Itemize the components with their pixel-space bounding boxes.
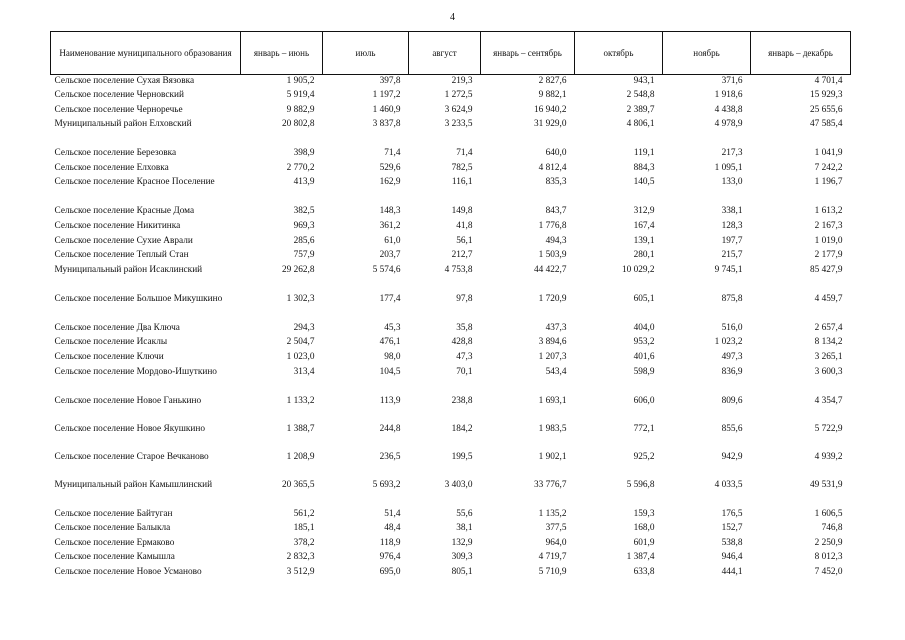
value-cell: 4 939,2 xyxy=(814,451,843,462)
value-cell: 538,8 xyxy=(721,537,743,548)
value-cell: 1 387,4 xyxy=(626,552,655,563)
municipality-name: Сельское поселение Березовка xyxy=(54,148,177,159)
municipality-name: Сельское поселение Черноречье xyxy=(54,104,183,115)
value-cell: 428,8 xyxy=(451,337,473,348)
municipality-name: Муниципальный район Исаклинский xyxy=(54,264,203,275)
value-cell: 8 134,2 xyxy=(814,337,843,348)
value-cell: 3 233,5 xyxy=(444,119,473,130)
value-cell: 1 503,9 xyxy=(538,250,567,261)
value-cell: 185,1 xyxy=(293,523,315,534)
municipality-name: Сельское поселение Красные Дома xyxy=(54,206,195,217)
municipality-name: Муниципальный район Елховский xyxy=(54,119,192,130)
value-cell: 4 701,4 xyxy=(814,76,843,86)
header-jan-dec: январь – декабрь xyxy=(751,32,851,75)
table-header-row xyxy=(51,32,851,75)
value-cell: 31 929,0 xyxy=(533,119,567,130)
value-cell: 2 389,7 xyxy=(626,104,655,115)
municipality-name: Сельское поселение Большое Микушкино xyxy=(54,293,223,304)
municipality-name: Сельское поселение Новое Якушкино xyxy=(54,423,206,434)
value-cell: 2 504,7 xyxy=(286,337,315,348)
value-cell: 1 905,2 xyxy=(286,76,315,86)
value-cell: 3 600,3 xyxy=(814,366,843,377)
municipality-name: Сельское поселение Два Ключа xyxy=(54,322,180,333)
value-cell: 855,6 xyxy=(721,423,743,434)
value-cell: 377,5 xyxy=(545,523,567,534)
table-row xyxy=(51,264,851,293)
value-cell: 184,2 xyxy=(451,423,473,434)
value-cell: 41,8 xyxy=(456,221,473,232)
value-cell: 51,4 xyxy=(384,508,401,519)
value-cell: 4 438,8 xyxy=(714,104,743,115)
budget-table xyxy=(50,31,851,581)
value-cell: 61,0 xyxy=(384,235,401,246)
value-cell: 1 023,0 xyxy=(286,352,315,363)
value-cell: 215,7 xyxy=(721,250,743,261)
value-cell: 3 512,9 xyxy=(286,567,315,577)
value-cell: 1 918,6 xyxy=(714,90,743,101)
value-cell: 444,1 xyxy=(721,567,743,577)
value-cell: 1 207,3 xyxy=(538,352,567,363)
value-cell: 1 902,1 xyxy=(538,451,567,462)
value-cell: 15 929,3 xyxy=(809,90,843,101)
value-cell: 128,3 xyxy=(721,221,743,232)
value-cell: 16 940,2 xyxy=(533,104,567,115)
value-cell: 47,3 xyxy=(456,352,473,363)
value-cell: 177,4 xyxy=(379,293,401,304)
table-row xyxy=(51,249,851,264)
municipality-name: Сельское поселение Ключи xyxy=(54,352,164,363)
municipality-name: Сельское поселение Ермаково xyxy=(54,537,175,548)
value-cell: 413,9 xyxy=(293,177,315,188)
table-row xyxy=(51,451,851,479)
value-cell: 9 882,9 xyxy=(286,104,315,115)
value-cell: 835,3 xyxy=(545,177,567,188)
table-row xyxy=(51,551,851,566)
municipality-name: Сельское поселение Сухие Аврали xyxy=(54,235,193,246)
value-cell: 140,5 xyxy=(633,177,655,188)
value-cell: 1 272,5 xyxy=(444,90,473,101)
value-cell: 8 012,3 xyxy=(814,552,843,563)
municipality-name: Сельское поселение Никитинка xyxy=(54,221,181,232)
value-cell: 48,4 xyxy=(384,523,401,534)
value-cell: 1 019,0 xyxy=(814,235,843,246)
value-cell: 494,3 xyxy=(545,235,567,246)
value-cell: 1 208,9 xyxy=(286,451,315,462)
municipality-name: Сельское поселение Камышла xyxy=(54,552,175,563)
municipality-name: Сельское поселение Исаклы xyxy=(54,337,168,348)
value-cell: 312,9 xyxy=(633,206,655,217)
value-cell: 543,4 xyxy=(545,366,567,377)
value-cell: 309,3 xyxy=(451,552,473,563)
value-cell: 3 403,0 xyxy=(444,479,473,490)
value-cell: 601,9 xyxy=(633,537,655,548)
value-cell: 35,8 xyxy=(456,322,473,333)
value-cell: 132,9 xyxy=(451,537,473,548)
header-jul: июль xyxy=(323,32,409,75)
value-cell: 133,0 xyxy=(721,177,743,188)
value-cell: 836,9 xyxy=(721,366,743,377)
table-row xyxy=(51,147,851,162)
value-cell: 843,7 xyxy=(545,206,567,217)
table-row xyxy=(51,176,851,205)
table-row xyxy=(51,423,851,451)
value-cell: 605,1 xyxy=(633,293,655,304)
table-row xyxy=(51,118,851,147)
value-cell: 805,1 xyxy=(451,567,473,577)
value-cell: 371,6 xyxy=(721,76,743,86)
value-cell: 338,1 xyxy=(721,206,743,217)
value-cell: 25 655,6 xyxy=(809,104,843,115)
value-cell: 118,9 xyxy=(379,537,401,548)
header-nov: ноябрь xyxy=(663,32,751,75)
value-cell: 382,5 xyxy=(293,206,315,217)
value-cell: 1 197,2 xyxy=(372,90,401,101)
value-cell: 946,4 xyxy=(721,552,743,563)
value-cell: 633,8 xyxy=(633,567,655,577)
value-cell: 217,3 xyxy=(721,148,743,159)
value-cell: 397,8 xyxy=(379,76,401,86)
header-aug: август xyxy=(409,32,481,75)
value-cell: 9 745,1 xyxy=(714,264,743,275)
table-row xyxy=(51,336,851,351)
value-cell: 2 177,9 xyxy=(814,250,843,261)
municipality-name: Сельское поселение Байтуган xyxy=(54,508,173,519)
header-municipality: Наименование муниципального образования xyxy=(51,32,241,75)
value-cell: 85 427,9 xyxy=(809,264,843,275)
value-cell: 49 531,9 xyxy=(809,479,843,490)
value-cell: 4 354,7 xyxy=(814,395,843,406)
value-cell: 116,1 xyxy=(451,177,473,188)
table-row xyxy=(51,293,851,322)
table-row xyxy=(51,366,851,395)
value-cell: 1 460,9 xyxy=(372,104,401,115)
value-cell: 884,3 xyxy=(633,162,655,173)
value-cell: 695,0 xyxy=(379,567,401,577)
table-row xyxy=(51,205,851,220)
table-row xyxy=(51,566,851,581)
value-cell: 55,6 xyxy=(456,508,473,519)
value-cell: 598,9 xyxy=(633,366,655,377)
value-cell: 238,8 xyxy=(451,395,473,406)
value-cell: 2 827,6 xyxy=(538,76,567,86)
value-cell: 5 722,9 xyxy=(814,423,843,434)
value-cell: 2 832,3 xyxy=(286,552,315,563)
value-cell: 176,5 xyxy=(721,508,743,519)
value-cell: 33 776,7 xyxy=(533,479,567,490)
value-cell: 1 095,1 xyxy=(714,162,743,173)
value-cell: 9 882,1 xyxy=(538,90,567,101)
value-cell: 4 459,7 xyxy=(814,293,843,304)
value-cell: 1 133,2 xyxy=(286,395,315,406)
table-row xyxy=(51,162,851,177)
value-cell: 104,5 xyxy=(379,366,401,377)
value-cell: 285,6 xyxy=(293,235,315,246)
value-cell: 199,5 xyxy=(451,451,473,462)
value-cell: 976,4 xyxy=(379,552,401,563)
value-cell: 1 023,2 xyxy=(714,337,743,348)
value-cell: 5 693,2 xyxy=(372,479,401,490)
value-cell: 44 422,7 xyxy=(533,264,567,275)
value-cell: 782,5 xyxy=(451,162,473,173)
value-cell: 942,9 xyxy=(721,451,743,462)
value-cell: 5 710,9 xyxy=(538,567,567,577)
value-cell: 809,6 xyxy=(721,395,743,406)
table-row xyxy=(51,508,851,523)
municipality-name: Сельское поселение Черновский xyxy=(54,90,184,101)
value-cell: 361,2 xyxy=(379,221,401,232)
value-cell: 313,4 xyxy=(293,366,315,377)
value-cell: 1 983,5 xyxy=(538,423,567,434)
value-cell: 20 802,8 xyxy=(281,119,315,130)
municipality-name: Сельское поселение Мордово-Ишуткино xyxy=(54,366,217,377)
value-cell: 5 574,6 xyxy=(372,264,401,275)
header-jan-sep: январь – сентябрь xyxy=(481,32,575,75)
value-cell: 1 606,5 xyxy=(814,508,843,519)
value-cell: 5 596,8 xyxy=(626,479,655,490)
value-cell: 398,9 xyxy=(293,148,315,159)
value-cell: 1 388,7 xyxy=(286,423,315,434)
value-cell: 5 919,4 xyxy=(286,90,315,101)
table-row xyxy=(51,395,851,423)
value-cell: 168,0 xyxy=(633,523,655,534)
table-row xyxy=(51,322,851,337)
value-cell: 10 029,2 xyxy=(621,264,655,275)
table-row xyxy=(51,537,851,552)
value-cell: 162,9 xyxy=(379,177,401,188)
value-cell: 4 812,4 xyxy=(538,162,567,173)
value-cell: 20 365,5 xyxy=(281,479,315,490)
value-cell: 378,2 xyxy=(293,537,315,548)
value-cell: 4 753,8 xyxy=(444,264,473,275)
value-cell: 7 242,2 xyxy=(814,162,843,173)
municipality-name: Сельское поселение Новое Усманово xyxy=(54,567,202,577)
value-cell: 70,1 xyxy=(456,366,473,377)
value-cell: 875,8 xyxy=(721,293,743,304)
value-cell: 4 978,9 xyxy=(714,119,743,130)
value-cell: 38,1 xyxy=(456,523,473,534)
value-cell: 953,2 xyxy=(633,337,655,348)
value-cell: 1 693,1 xyxy=(538,395,567,406)
value-cell: 4 033,5 xyxy=(714,479,743,490)
page-number: 4 xyxy=(450,12,455,23)
value-cell: 71,4 xyxy=(384,148,401,159)
value-cell: 71,4 xyxy=(456,148,473,159)
value-cell: 1 041,9 xyxy=(814,148,843,159)
value-cell: 757,9 xyxy=(293,250,315,261)
value-cell: 45,3 xyxy=(384,322,401,333)
value-cell: 203,7 xyxy=(379,250,401,261)
value-cell: 1 196,7 xyxy=(814,177,843,188)
value-cell: 98,0 xyxy=(384,352,401,363)
value-cell: 7 452,0 xyxy=(814,567,843,577)
value-cell: 943,1 xyxy=(633,76,655,86)
value-cell: 772,1 xyxy=(633,423,655,434)
municipality-name: Сельское поселение Красное Поселение xyxy=(54,177,215,188)
value-cell: 159,3 xyxy=(633,508,655,519)
value-cell: 561,2 xyxy=(293,508,315,519)
value-cell: 606,0 xyxy=(633,395,655,406)
table-row xyxy=(51,479,851,508)
header-jan-jun: январь – июнь xyxy=(241,32,323,75)
value-cell: 3 265,1 xyxy=(814,352,843,363)
value-cell: 437,3 xyxy=(545,322,567,333)
value-cell: 640,0 xyxy=(545,148,567,159)
municipality-name: Муниципальный район Камышлинский xyxy=(54,479,213,490)
value-cell: 964,0 xyxy=(545,537,567,548)
value-cell: 47 585,4 xyxy=(809,119,843,130)
value-cell: 97,8 xyxy=(456,293,473,304)
table-row xyxy=(51,89,851,104)
value-cell: 746,8 xyxy=(821,523,843,534)
municipality-name: Сельское поселение Елховка xyxy=(54,162,169,173)
municipality-name: Сельское поселение Теплый Стан xyxy=(54,250,189,261)
value-cell: 1 613,2 xyxy=(814,206,843,217)
value-cell: 56,1 xyxy=(456,235,473,246)
value-cell: 3 894,6 xyxy=(538,337,567,348)
value-cell: 1 720,9 xyxy=(538,293,567,304)
value-cell: 244,8 xyxy=(379,423,401,434)
table-row xyxy=(51,104,851,119)
value-cell: 148,3 xyxy=(379,206,401,217)
value-cell: 152,7 xyxy=(721,523,743,534)
value-cell: 529,6 xyxy=(379,162,401,173)
value-cell: 3 624,9 xyxy=(444,104,473,115)
value-cell: 1 135,2 xyxy=(538,508,567,519)
value-cell: 404,0 xyxy=(633,322,655,333)
table-row xyxy=(51,351,851,366)
table-row xyxy=(51,235,851,250)
value-cell: 516,0 xyxy=(721,322,743,333)
value-cell: 113,9 xyxy=(379,395,401,406)
value-cell: 119,1 xyxy=(633,148,655,159)
value-cell: 149,8 xyxy=(451,206,473,217)
value-cell: 4 719,7 xyxy=(538,552,567,563)
value-cell: 236,5 xyxy=(379,451,401,462)
value-cell: 280,1 xyxy=(633,250,655,261)
header-oct: октябрь xyxy=(575,32,663,75)
value-cell: 2 548,8 xyxy=(626,90,655,101)
value-cell: 969,3 xyxy=(293,221,315,232)
value-cell: 212,7 xyxy=(451,250,473,261)
municipality-name: Сельское поселение Балыкла xyxy=(54,523,171,534)
table-row xyxy=(51,75,851,90)
value-cell: 2 250,9 xyxy=(814,537,843,548)
value-cell: 497,3 xyxy=(721,352,743,363)
value-cell: 476,1 xyxy=(379,337,401,348)
value-cell: 925,2 xyxy=(633,451,655,462)
value-cell: 3 837,8 xyxy=(372,119,401,130)
municipality-name: Сельское поселение Старое Вечканово xyxy=(54,451,209,462)
value-cell: 1 776,8 xyxy=(538,221,567,232)
table-row xyxy=(51,220,851,235)
value-cell: 219,3 xyxy=(451,76,473,86)
value-cell: 4 806,1 xyxy=(626,119,655,130)
value-cell: 197,7 xyxy=(721,235,743,246)
value-cell: 1 302,3 xyxy=(286,293,315,304)
value-cell: 401,6 xyxy=(633,352,655,363)
value-cell: 2 167,3 xyxy=(814,221,843,232)
municipality-name: Сельское поселение Новое Ганькино xyxy=(54,395,202,406)
value-cell: 139,1 xyxy=(633,235,655,246)
value-cell: 167,4 xyxy=(633,221,655,232)
value-cell: 294,3 xyxy=(293,322,315,333)
value-cell: 2 770,2 xyxy=(286,162,315,173)
municipality-name: Сельское поселение Сухая Вязовка xyxy=(54,76,195,86)
table-row xyxy=(51,522,851,537)
value-cell: 2 657,4 xyxy=(814,322,843,333)
value-cell: 29 262,8 xyxy=(281,264,315,275)
